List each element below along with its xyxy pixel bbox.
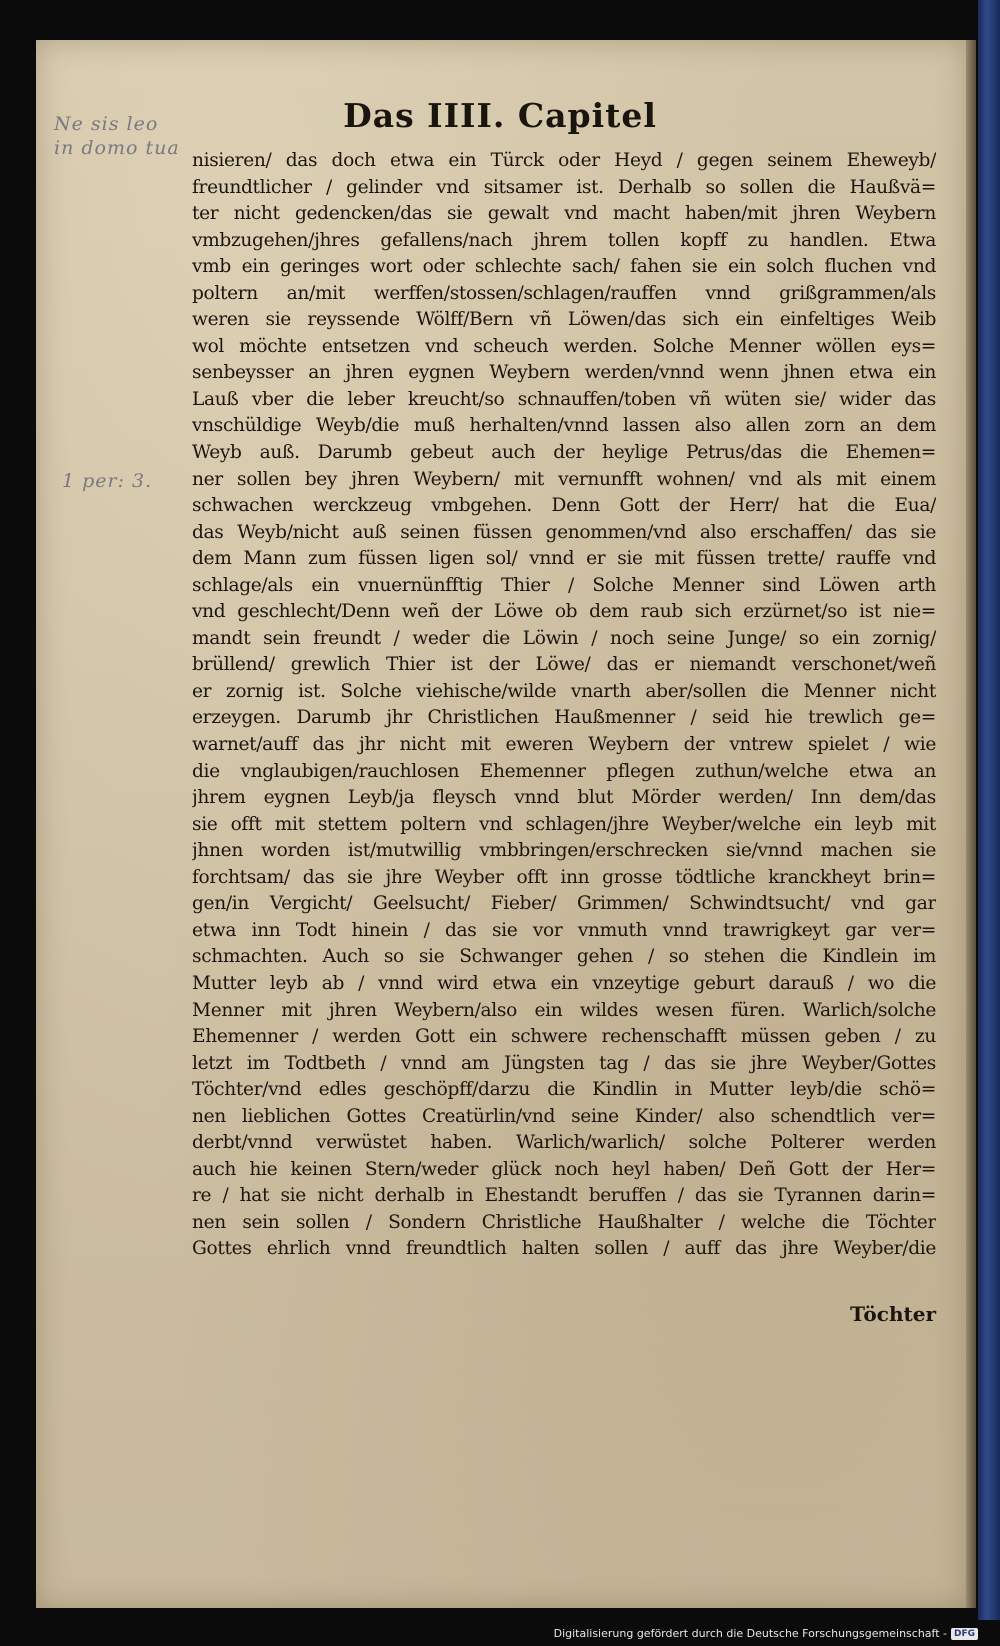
text-line: ner sollen bey jhren Weybern/ mit vernunfft wohnen/ vnd als mit einem (192, 468, 936, 490)
text-line: sie offt mit stettem poltern vnd schlagen/jhre Weyber/welche ein leyb mit (192, 813, 936, 835)
text-line: forchtsam/ das sie jhre Weyber offt inn grosse tödtliche kranckheyt brin= (192, 866, 936, 888)
text-line: gen/in Vergicht/ Geelsucht/ Fieber/ Grimmen/ Schwindtsucht/ vnd gar (192, 893, 936, 915)
dfg-logo-icon: DFG (951, 1628, 978, 1640)
text-line: Mutter leyb ab / vnnd wird etwa ein vnzeytige geburt darauß / wo die (192, 972, 936, 994)
text-line: schmachten. Auch so sie Schwanger gehen / so stehen die Kindlein im (192, 946, 936, 968)
text-line: vmb ein geringes wort oder schlechte sach/ fahen sie ein solch fluchen vnd (192, 256, 936, 278)
text-line: vnd geschlecht/Denn weñ der Löwe ob dem raub sich erzürnet/so ist nie= (192, 601, 936, 623)
catchword: Töchter (850, 1302, 936, 1326)
text-line: vmbzugehen/jhres gefallens/nach jhrem tollen kopff zu handlen. Etwa (192, 229, 936, 251)
text-line: nen sein sollen / Sondern Christliche Haußhalter / welche die Töchter (192, 1211, 936, 1233)
text-line: brüllend/ grewlich Thier ist der Löwe/ das er niemandt verschonet/weñ (192, 654, 936, 676)
text-line: freundtlicher / gelinder vnd sitsamer ist. Derhalb so sollen die Haußvä= (192, 176, 936, 198)
text-line: schlage/als ein vnuernünfftig Thier / Solche Menner sind Löwen arth (192, 574, 936, 596)
text-line: re / hat sie nicht derhalb in Ehestandt beruffen / das sie Tyrannen darin= (192, 1185, 936, 1207)
text-line: senbeysser an jhren eygnen Weybern werden/vnnd wenn jhnen etwa ein (192, 362, 936, 384)
text-line: nisieren/ das doch etwa ein Türck oder Heyd / gegen seinem Eheweyb/ (192, 150, 936, 171)
text-line: Menner mit jhren Weybern/also ein wildes wesen füren. Warlich/solche (192, 999, 936, 1021)
text-line: weren sie reyssende Wölff/Bern vñ Löwen/das sich ein einfeltiges Weib (192, 309, 936, 331)
text-line: die vnglaubigen/rauchlosen Ehemenner pflegen zuthun/welche etwa an (192, 760, 936, 782)
text-line: poltern an/mit werffen/stossen/schlagen/rauffen vnnd grißgrammen/als (192, 282, 936, 304)
text-line: vnschüldige Weyb/die muß herhalten/vnnd lassen also allen zorn an dem (192, 415, 936, 437)
text-line: das Weyb/nicht auß seinen füssen genommen/vnd also erschaffen/ das sie (192, 521, 936, 543)
marginal-note-reference: 1 per: 3. (62, 470, 153, 492)
text-line: etwa inn Todt hinein / das sie vor vnmuth vnnd trawrigkeyt gar ver= (192, 919, 936, 941)
text-line: mandt sein freundt / weder die Löwin / noch seine Junge/ so ein zornig/ (192, 627, 936, 649)
body-text (192, 148, 936, 1263)
marginal-note-latin: Ne sis leo in domo tua (54, 113, 180, 159)
text-line: nen lieblichen Gottes Creatürlin/vnd seine Kinder/ also schendtlich ver= (192, 1105, 936, 1127)
text-line: derbt/vnnd verwüstet haben. Warlich/warlich/ solche Polterer werden (192, 1132, 936, 1154)
text-line: warnet/auff das jhr nicht mit eweren Weybern der vntrew spielet / wie (192, 734, 936, 756)
text-line: auch hie keinen Stern/weder glück noch heyl haben/ Deñ Gott der Her= (192, 1158, 936, 1180)
text-line: er zornig ist. Solche viehische/wilde vnarth aber/sollen die Menner nicht (192, 680, 936, 702)
text-line: Lauß vber die leber kreucht/so schnauffen/toben vñ wüten sie/ wider das (192, 388, 936, 410)
text-line: erzeygen. Darumb jhr Christlichen Haußmenner / seid hie trewlich ge= (192, 707, 936, 729)
text-line: Gottes ehrlich vnnd freundtlich halten sollen / auff das jhre Weyber/die (192, 1238, 936, 1260)
text-line: Ehemenner / werden Gott ein schwere rechenschafft müssen geben / zu (192, 1026, 936, 1048)
digitization-footer (554, 1627, 978, 1640)
text-line: wol möchte entsetzen vnd scheuch werden. Solche Menner wöllen eys= (192, 335, 936, 357)
text-line: letzt im Todtbeth / vnnd am Jüngsten tag / das sie jhre Weyber/Gottes (192, 1052, 936, 1074)
text-line: Töchter/vnd edles geschöpff/darzu die Kindlin in Mutter leyb/die schö= (192, 1079, 936, 1101)
page-edge-shadow (966, 40, 976, 1608)
text-line: schwachen werckzeug vmbgehen. Denn Gott der Herr/ hat die Eua/ (192, 495, 936, 517)
book-cover-edge (978, 0, 1000, 1620)
text-line: jhnen worden ist/mutwillig vmbbringen/erschrecken sie/vnnd machen sie (192, 840, 936, 862)
running-head: Das IIII. Capitel (343, 96, 657, 135)
text-line: ter nicht gedencken/das sie gewalt vnd macht haben/mit jhren Weybern (192, 203, 936, 225)
text-line: jhrem eygnen Leyb/ja fleysch vnnd blut Mörder werden/ Inn dem/das (192, 787, 936, 809)
text-line: Weyb auß. Darumb gebeut auch der heylige Petrus/das die Ehemen= (192, 442, 936, 464)
footer-credit: Digitalisierung gefördert durch die Deutsche Forschungsgemeinschaft - (553, 1627, 947, 1640)
text-line: dem Mann zum füssen ligen sol/ vnnd er sie mit füssen trette/ rauffe vnd (192, 548, 936, 570)
